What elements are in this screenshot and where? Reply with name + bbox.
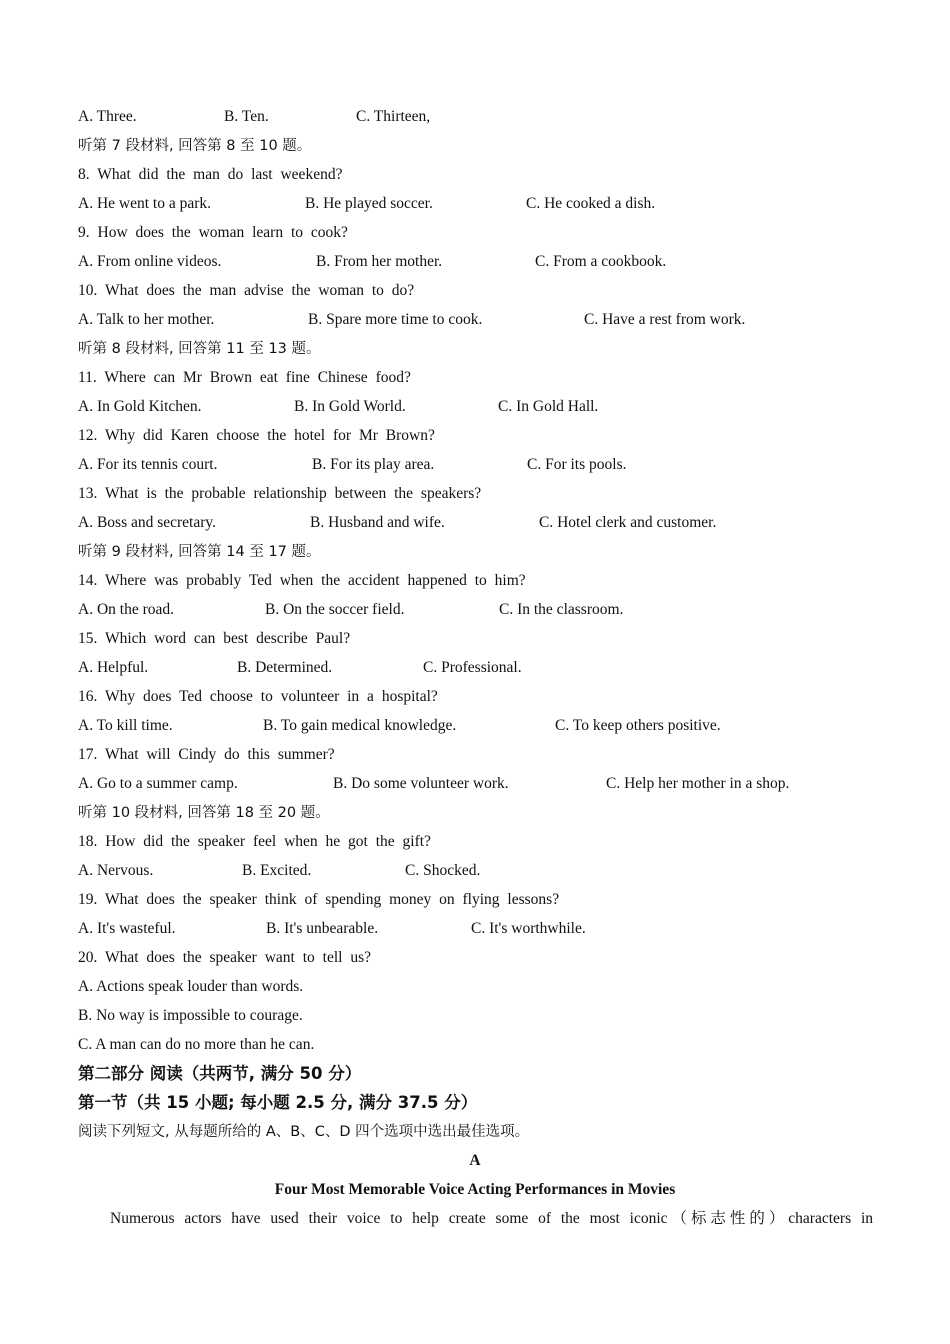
section-instruction: 阅读下列短文, 从每题所给的 A、B、C、D 四个选项中选出最佳选项。 <box>78 1124 530 1140</box>
option-row <box>0 600 950 620</box>
question-text: 9. How does the woman learn to cook? <box>78 224 348 241</box>
option-a: A. Boss and secretary. <box>78 514 217 531</box>
option-row <box>0 455 950 475</box>
option-row <box>0 107 950 127</box>
option-b: B. To gain medical knowledge. <box>263 717 457 734</box>
section-instruction: 听第 8 段材料, 回答第 11 至 13 题。 <box>78 341 321 357</box>
option-c: C. He cooked a dish. <box>526 195 656 212</box>
option-c: C. In Gold Hall. <box>498 398 599 415</box>
question-text: 15. Which word can best describe Paul? <box>78 630 351 647</box>
option-c: C. Professional. <box>423 659 522 676</box>
option-b: B. Do some volunteer work. <box>333 775 509 792</box>
part-heading: 第一节（共 15 小题; 每小题 2.5 分, 满分 37.5 分） <box>78 1093 478 1112</box>
option-b: B. From her mother. <box>316 253 443 270</box>
option-b: B. Excited. <box>242 862 312 879</box>
option-a: A. Three. <box>78 108 137 125</box>
option-a: A. For its tennis court. <box>78 456 218 473</box>
option-c: C. It's worthwhile. <box>471 920 586 937</box>
option-c: C. From a cookbook. <box>535 253 667 270</box>
question-text: 14. Where was probably Ted when the accident happened to him? <box>78 572 526 589</box>
option-b: B. In Gold World. <box>294 398 406 415</box>
question-text: 11. Where can Mr Brown eat fine Chinese food? <box>78 369 411 386</box>
option-c: C. Have a rest from work. <box>584 311 746 328</box>
option-b: B. Spare more time to cook. <box>308 311 483 328</box>
option-a: A. From online videos. <box>78 253 222 270</box>
option-a: A. To kill time. <box>78 717 173 734</box>
option-c: C. Shocked. <box>405 862 481 879</box>
passage-title: Four Most Memorable Voice Acting Performances in Movies <box>274 1181 676 1198</box>
option-c: C. To keep others positive. <box>555 717 721 734</box>
option-c: C. Hotel clerk and customer. <box>539 514 717 531</box>
option-b: B. Ten. <box>224 108 269 125</box>
option-b: B. Determined. <box>237 659 333 676</box>
option-row <box>0 716 950 736</box>
option-row <box>0 658 950 678</box>
question-text: 16. Why does Ted choose to volunteer in a hospital? <box>78 688 438 705</box>
option-row <box>0 919 950 939</box>
option-row <box>0 774 950 794</box>
question-text: 18. How did the speaker feel when he got the gift? <box>78 833 431 850</box>
part-heading: 第二部分 阅读（共两节, 满分 50 分） <box>78 1064 362 1083</box>
option-row <box>0 513 950 533</box>
question-text: 12. Why did Karen choose the hotel for Mr Brown? <box>78 427 435 444</box>
section-instruction: 听第 9 段材料, 回答第 14 至 17 题。 <box>78 544 321 560</box>
question-text: 10. What does the man advise the woman to do? <box>78 282 415 299</box>
option-row <box>0 252 950 272</box>
option-b: B. On the soccer field. <box>265 601 405 618</box>
passage-label: A <box>469 1152 481 1169</box>
option-a: A. He went to a park. <box>78 195 211 212</box>
option-a: A. Go to a summer camp. <box>78 775 238 792</box>
question-text: 20. What does the speaker want to tell us? <box>78 949 371 966</box>
option-b: B. Husband and wife. <box>310 514 445 531</box>
option-row <box>0 861 950 881</box>
option-row <box>0 397 950 417</box>
question-text: 13. What is the probable relationship between the speakers? <box>78 485 482 502</box>
passage-paragraph: Numerous actors have used their voice to help create some of the most iconic（标志性的）characters in <box>110 1210 873 1227</box>
question-text: 17. What will Cindy do this summer? <box>78 746 335 763</box>
option-row <box>0 194 950 214</box>
option-a: A. On the road. <box>78 601 174 618</box>
option-row <box>0 310 950 330</box>
option-b: B. He played soccer. <box>305 195 433 212</box>
section-instruction: 听第 7 段材料, 回答第 8 至 10 题。 <box>78 138 312 154</box>
option-c: C. Thirteen, <box>356 108 431 125</box>
option-b: B. For its play area. <box>312 456 435 473</box>
option-a: A. Talk to her mother. <box>78 311 215 328</box>
option-a: A. It's wasteful. <box>78 920 176 937</box>
question-text: 19. What does the speaker think of spending money on flying lessons? <box>78 891 560 908</box>
option-c: C. For its pools. <box>527 456 627 473</box>
option-line: C. A man can do no more than he can. <box>78 1036 315 1053</box>
option-a: A. In Gold Kitchen. <box>78 398 202 415</box>
option-a: A. Helpful. <box>78 659 149 676</box>
section-instruction: 听第 10 段材料, 回答第 18 至 20 题。 <box>78 805 330 821</box>
option-c: C. In the classroom. <box>499 601 624 618</box>
question-text: 8. What did the man do last weekend? <box>78 166 343 183</box>
option-a: A. Nervous. <box>78 862 154 879</box>
option-b: B. It's unbearable. <box>266 920 379 937</box>
option-c: C. Help her mother in a shop. <box>606 775 790 792</box>
option-line: B. No way is impossible to courage. <box>78 1007 303 1024</box>
option-line: A. Actions speak louder than words. <box>78 978 304 995</box>
